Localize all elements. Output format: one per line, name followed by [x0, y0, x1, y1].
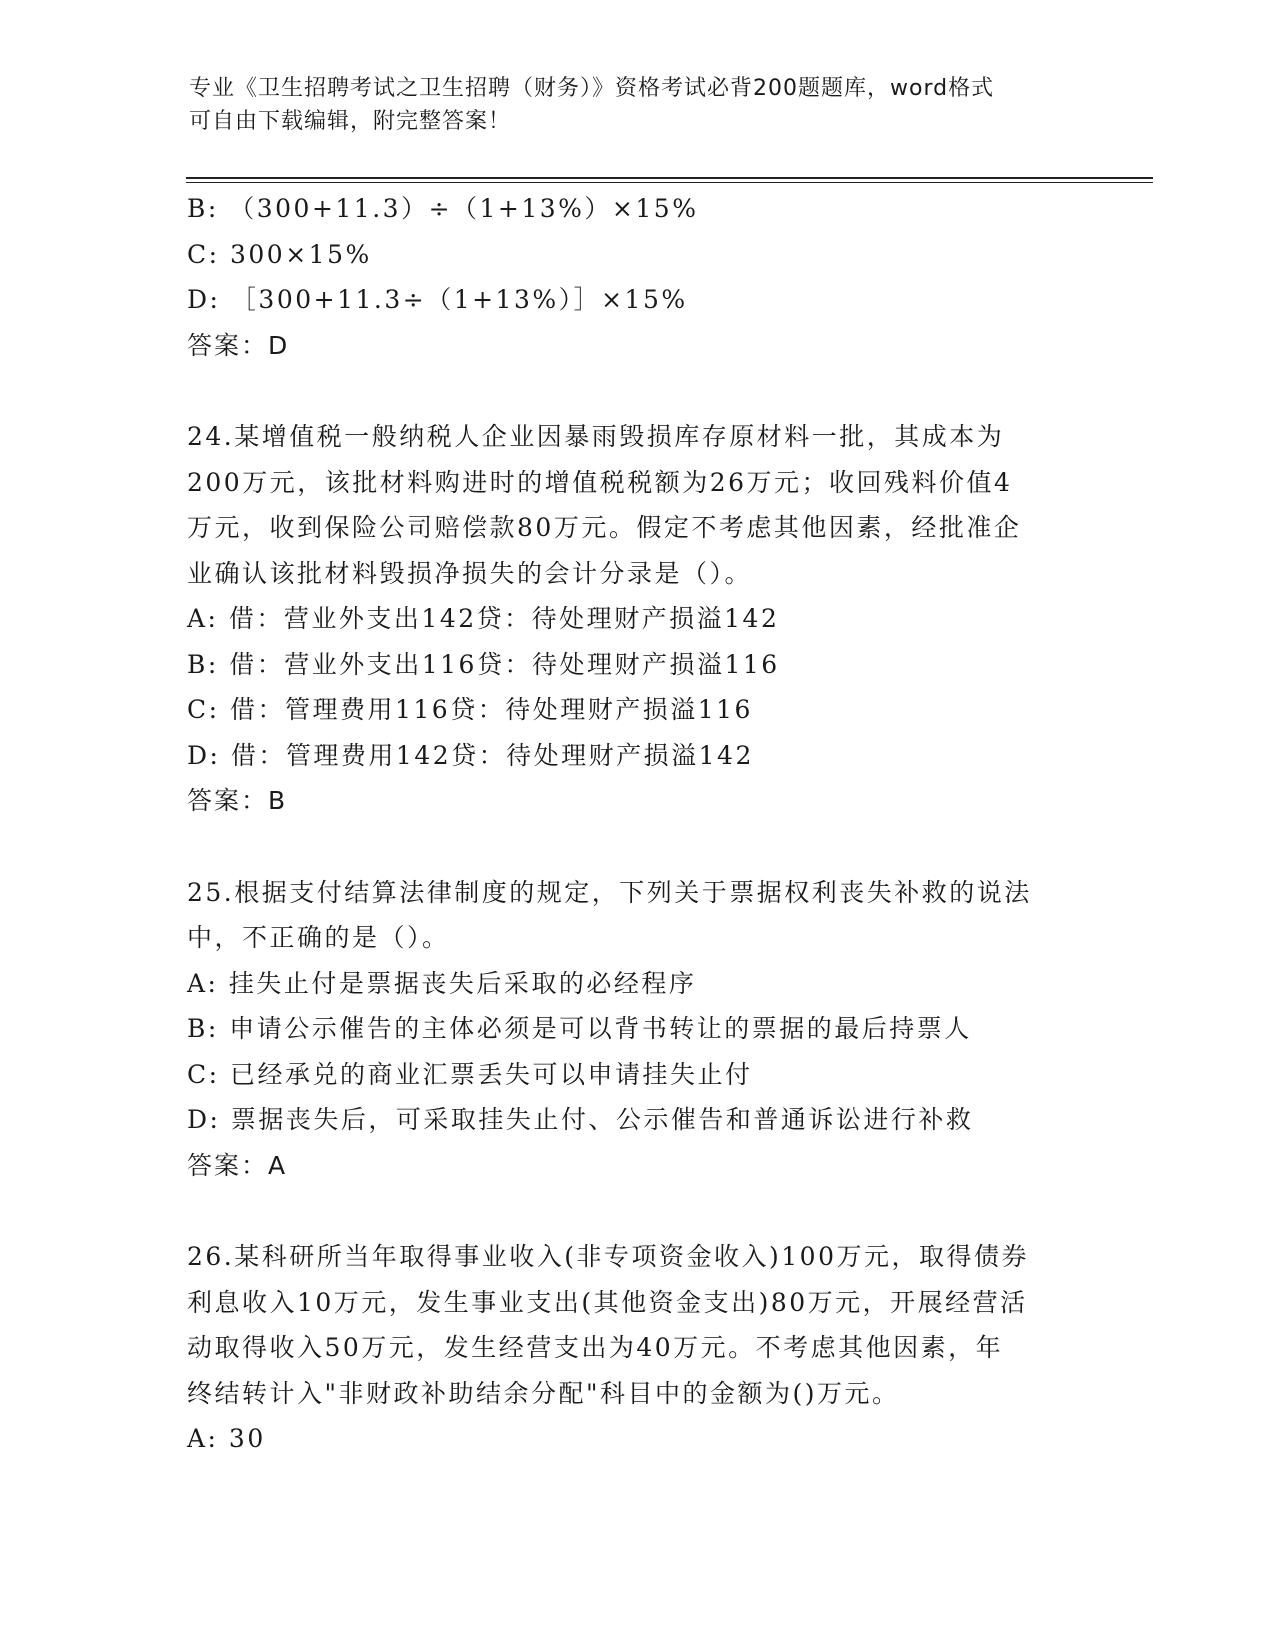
question-25 [187, 870, 1087, 1189]
option-b: B: 借：营业外支出116贷：待处理财产损溢116 [187, 649, 780, 679]
spacer [187, 1188, 1087, 1234]
option-a: A: 借：营业外支出142贷：待处理财产损溢142 [187, 604, 780, 633]
question-stem-line: 业确认该批材料毁损净损失的会计分录是（）。 [187, 558, 753, 588]
option-d: D: ［300+11.3÷（1+13%）］×15% [187, 285, 688, 314]
question-stem-line: 终结转计入"非财政补助结余分配"科目中的金额为()万元。 [187, 1378, 900, 1408]
header-line-1: 专业《卫生招聘考试之卫生招聘（财务）》资格考试必背200题题库，word格式 [189, 76, 995, 101]
question-stem-line: 中，不正确的是（）。 [187, 923, 450, 952]
question-stem-line: 万元，收到保险公司赔偿款80万元。假定不考虑其他因素，经批准企 [187, 513, 1022, 542]
header-divider-thin [186, 182, 1153, 183]
answer-label: 答案：B [187, 786, 288, 815]
question-stem-line: 动取得收入50万元，发生经营支出为40万元。不考虑其他因素，年 [187, 1333, 1004, 1362]
option-b: B: 申请公示催告的主体必须是可以背书转让的票据的最后持票人 [187, 1014, 972, 1043]
question-26 [187, 1234, 1087, 1462]
header-divider-thick [186, 177, 1153, 179]
question-24 [187, 414, 1087, 824]
question-stem-line: 200万元，该批材料购进时的增值税税额为26万元；收回残料价值4 [187, 467, 1013, 497]
question-stem-line: 24.某增值税一般纳税人企业因暴雨毁损库存原材料一批，其成本为 [187, 422, 1005, 451]
option-a: A: 30 [187, 1424, 266, 1453]
option-a: A: 挂失止付是票据丧失后采取的必经程序 [187, 968, 697, 998]
question-stem-line: 25.根据支付结算法律制度的规定，下列关于票据权利丧失补救的说法 [187, 877, 1032, 907]
answer-label: 答案：A [187, 1150, 288, 1180]
option-d: D: 票据丧失后，可采取挂失止付、公示催告和普通诉讼进行补救 [187, 1105, 974, 1134]
question-content [187, 186, 1087, 1462]
question-23 [187, 186, 1087, 368]
option-c: C: 已经承兑的商业汇票丢失可以申请挂失止付 [187, 1059, 753, 1089]
option-b: B: （300+11.3）÷（1+13%）×15% [187, 194, 699, 223]
option-c: C: 借：管理费用116贷：待处理财产损溢116 [187, 695, 753, 724]
page-header [189, 72, 1089, 138]
question-stem-line: 26.某科研所当年取得事业收入(非专项资金收入)100万元，取得债券 [187, 1242, 1029, 1271]
header-line-2: 可自由下载编辑，附完整答案！ [189, 109, 512, 134]
answer-label: 答案：D [187, 330, 290, 360]
spacer [187, 824, 1087, 870]
spacer [187, 368, 1087, 414]
option-c: C: 300×15% [187, 239, 372, 269]
question-stem-line: 利息收入10万元，发生事业支出(其他资金支出)80万元，开展经营活 [187, 1287, 1028, 1317]
option-d: D: 借：管理费用142贷：待处理财产损溢142 [187, 740, 754, 770]
